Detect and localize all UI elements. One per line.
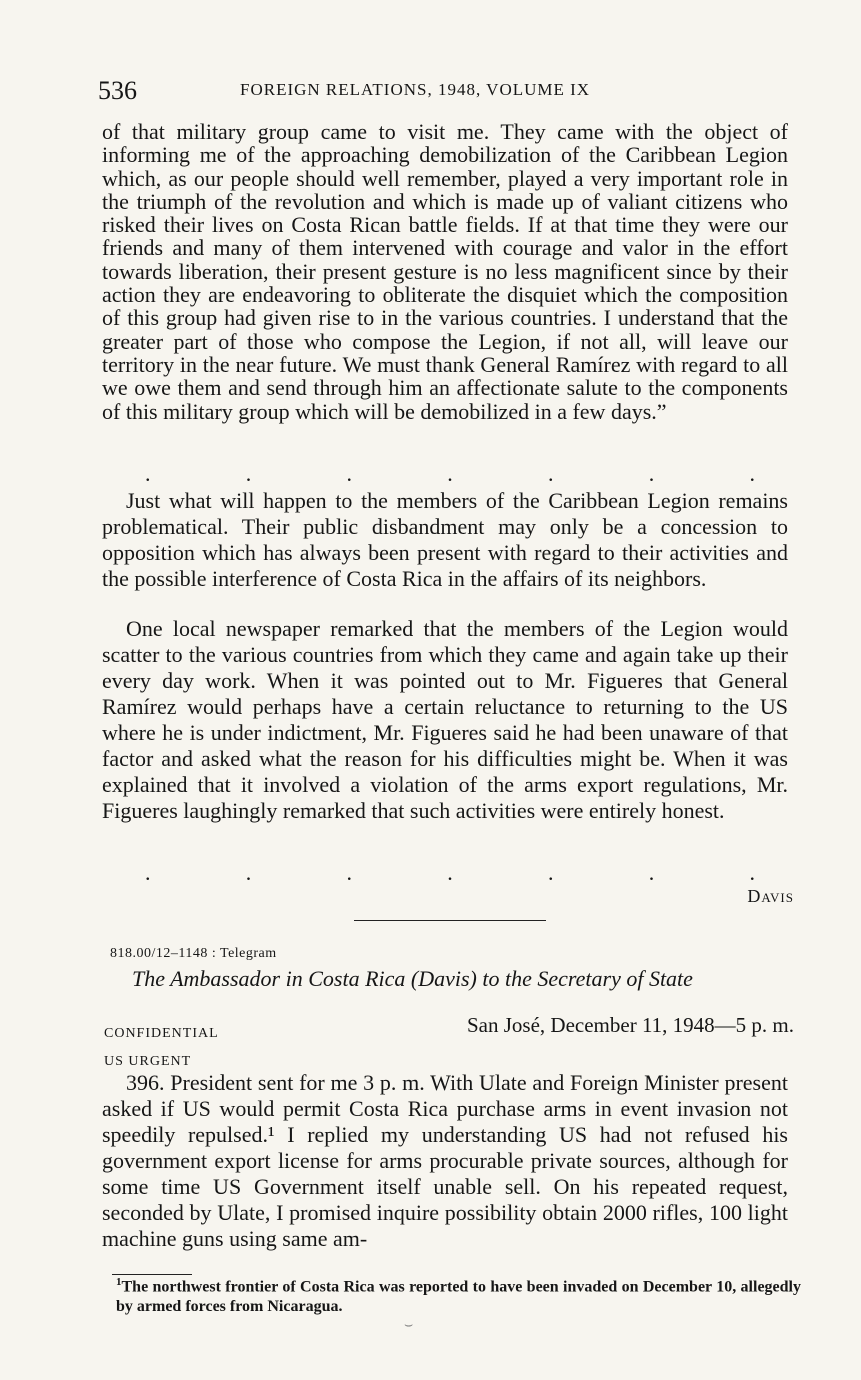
footnote-marker: 1 xyxy=(116,1276,122,1288)
body-paragraph-1: Just what will happen to the members of the Caribbean Legion remains problematical. Their public disbandment may only be a concession to opposition which has always been present with regard to their activities and the possible interference of Costa Rica in the affairs of its neighbors. xyxy=(102,488,788,591)
ellipsis-row: . . . . . . . xyxy=(145,461,755,486)
file-reference: 818.00/12–1148 : Telegram xyxy=(110,946,277,961)
telegram-body: 396. President sent for me 3 p. m. With Ulate and Foreign Minister present asked if US would permit Costa Rica purchase arms in event invasion not speedily repulsed.¹ I replied my understanding US had not refused his government export license for arms procurable private sources, although for some time US Government itself unable sell. On his repeated request, seconded by Ulate, I promised inquire possibility obtain 2000 rifles, 100 light machine guns using same am- xyxy=(102,1070,788,1251)
page-header xyxy=(98,72,798,112)
document-title: The Ambassador in Costa Rica (Davis) to the Secretary of State xyxy=(132,966,693,991)
ellipsis-row: . . . . . . . xyxy=(145,860,755,885)
classification-label: CONFIDENTIAL xyxy=(104,1026,219,1041)
urgency-label: US URGENT xyxy=(104,1054,192,1069)
section-divider xyxy=(354,920,546,921)
dateline: San José, December 11, 1948—5 p. m. xyxy=(467,1013,794,1037)
page-mark: ⌣ xyxy=(404,1318,414,1333)
footnote xyxy=(116,1272,801,1317)
footnote-text: The northwest frontier of Costa Rica was reported to have been invaded on December 10, allegedly by armed forces from Nicaragua. xyxy=(116,1278,801,1316)
page-number: 536 xyxy=(98,76,137,105)
signature: Davis xyxy=(747,886,794,906)
body-paragraph-2: One local newspaper remarked that the members of the Legion would scatter to the various countries from which they came and again take up their every day work. When it was pointed out to Mr. Figueres that General Ramírez would perhaps have a certain reluctance to returning to the US where he is under indictment, Mr. Figueres said he had been unaware of that factor and asked what the reason for his difficulties might be. When it was explained that it involved a violation of the arms export regulations, Mr. Figueres laughingly remarked that such activities were entirely honest. xyxy=(102,616,788,823)
quote-paragraph: of that military group came to visit me. They came with the object of informing me of the approaching demobilization of the Caribbean Legion which, as our people should well remember, played a very important role in the triumph of the revolution and which is made up of valiant citizens who risked their lives on Costa Rican battle fields. If at that time they were our friends and many of them intervened with courage and valor in the effort towards liberation, their present gesture is no less magnificent since by their action they are endeavoring to obliterate the disquiet which the composition of this group had given rise to in the various countries. I understand that the greater part of those who compose the Legion, if not all, will leave our territory in the near future. We must thank General Ramírez with regard to all we owe them and send through him an affectionate salute to the components of this military group which will be demobilized in a few days.” xyxy=(102,119,788,424)
body-paragraph-2-block xyxy=(102,616,788,824)
running-head: FOREIGN RELATIONS, 1948, VOLUME IX xyxy=(240,80,591,99)
quote-paragraph-block xyxy=(102,120,788,423)
body-paragraph-1-block xyxy=(102,488,788,592)
telegram-body-block xyxy=(102,1070,788,1252)
